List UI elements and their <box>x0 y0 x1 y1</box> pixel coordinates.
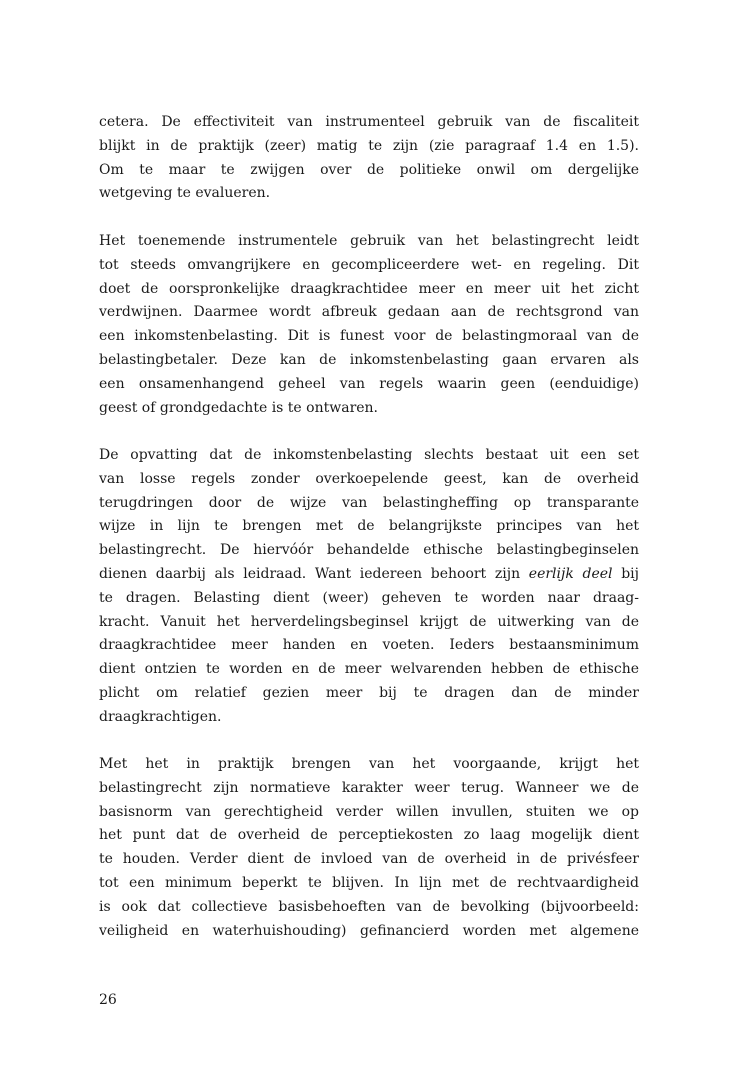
text-line: veiligheid en waterhuishouding) gefinancierd worden met algemene <box>99 922 639 939</box>
text-line: geest of grondgedachte is te ontwaren. <box>99 399 379 416</box>
text-line: belastingbetaler. Deze kan de inkomstenbelasting gaan ervaren als <box>99 351 639 368</box>
text-line: van losse regels zonder overkoepelende geest, kan de overheid <box>99 470 639 487</box>
text-line: een onsamenhangend geheel van regels waarin geen (eenduidige) <box>99 375 639 392</box>
paragraph-3 <box>99 444 639 730</box>
paragraph-4 <box>99 753 639 943</box>
text-line: kracht. Vanuit het herverdelingsbeginsel krijgt de uitwerking van de <box>99 613 639 630</box>
page-number: 26 <box>99 992 117 1008</box>
text-line: doet de oorspronkelijke draagkrachtidee meer en meer uit het zicht <box>99 280 639 297</box>
text-line: belastingrecht zijn normatieve karakter weer terug. Wanneer we de <box>99 779 639 796</box>
text-line: tot een minimum beperkt te blijven. In lijn met de rechtvaardigheid <box>99 874 639 891</box>
text-line: blijkt in de praktijk (zeer) matig te zijn (zie paragraaf 1.4 en 1.5). <box>99 137 639 154</box>
text-line: een inkomstenbelasting. Dit is funest voor de belastingmoraal van de <box>99 328 639 345</box>
text-line: wijze in lijn te brengen met de belangrijkste principes van het <box>99 518 639 535</box>
text-segment: dienen daarbij als leidraad. Want iedereen behoort zijn <box>99 565 529 582</box>
text-line: te dragen. Belasting dient (weer) geheven te worden naar draag- <box>99 589 639 606</box>
text-line: draagkrachtidee meer handen en voeten. Ieders bestaansminimum <box>99 637 639 654</box>
text-line: is ook dat collectieve basisbehoeften van de bevolking (bijvoorbeeld: <box>99 898 639 915</box>
text-line: draagkrachtigen. <box>99 708 222 725</box>
emphasis-text: eerlijk deel <box>528 565 613 582</box>
text-line: tot steeds omvangrijkere en gecompliceerdere wet- en regeling. Dit <box>99 256 639 273</box>
text-line: Het toenemende instrumentele gebruik van het belastingrecht leidt <box>99 233 639 249</box>
text-line: dient ontzien te worden en de meer welvarenden hebben de ethische <box>99 661 639 678</box>
paragraph-2 <box>99 230 639 420</box>
text-line: De opvatting dat de inkomstenbelasting slechts bestaat uit een set <box>99 447 639 463</box>
text-line: te houden. Verder dient de invloed van de overheid in de privésfeer <box>99 851 639 868</box>
text-line: Met het in praktijk brengen van het voorgaande, krijgt het <box>99 756 639 772</box>
text-line: het punt dat de overheid de perceptiekosten zo laag mogelijk dient <box>99 827 639 844</box>
text-line: verdwijnen. Daarmee wordt afbreuk gedaan aan de rechtsgrond van <box>99 304 639 321</box>
text-line: belastingrecht. De hiervóór behandelde ethische belastingbeginselen <box>99 542 639 559</box>
text-line: cetera. De effectiviteit van instrumenteel gebruik van de fiscaliteit <box>99 114 639 130</box>
text-line: wetgeving te evalueren. <box>99 185 271 202</box>
text-line: Om te maar te zwijgen over de politieke onwil om dergelijke <box>99 161 639 178</box>
text-line: plicht om relatief gezien meer bij te dragen dan de minder <box>99 684 639 701</box>
text-line-with-emphasis <box>99 563 639 587</box>
text-line: basisnorm van gerechtigheid verder willen invullen, stuiten we op <box>99 803 639 820</box>
text-segment: bij <box>612 565 639 582</box>
text-line: terugdringen door de wijze van belastingheffing op transparante <box>99 494 639 511</box>
paragraph-1 <box>99 111 639 206</box>
